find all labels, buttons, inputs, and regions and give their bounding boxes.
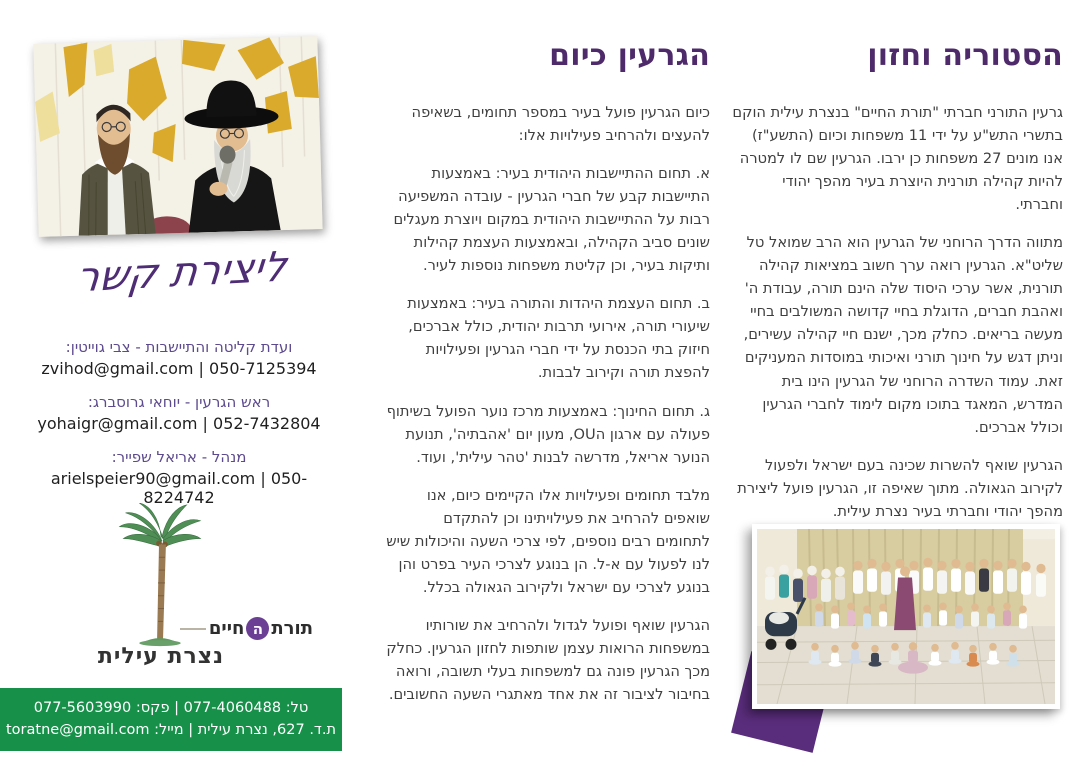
logo-word-chaim: חיים: [208, 618, 245, 639]
today-paragraph: כיום הגרעין פועל בעיר במספר תחומים, בשאיפה להעצים ולהרחיב פעילויות אלו:: [411, 104, 710, 145]
footer-contact-bar: [0, 688, 342, 751]
contact-item: [18, 338, 340, 378]
logo-circle-letter: ה: [246, 617, 269, 640]
logo-city-name: נצרת עילית: [97, 644, 225, 669]
today-paragraph: מלבד תחומים ופעילויות אלו הקיימים כיום, אנו שואפים להרחיב את פעילויתינו וכן להתקדם לתחומים רבים נוספים, לפי צרכי השעה והיכולות שיש לנו לפעול עם א-ל. הן בנוגע לצרכי העיר בפרט והן בנוגע לצרכי עם ישראל ולקירוב הגאולה בכלל.: [386, 486, 710, 596]
today-paragraph: ג. תחום החינוך: באמצעות מרכז נוער הפועל בשיתוף פעולה עם ארגון הOU, מעון יום 'אהבתיה', תנועת הנוער אריאל, מדרשה לבנות 'טהר עילית', ועוד.: [386, 402, 710, 466]
contact-list: [18, 338, 340, 522]
logo-word-torat: תורת: [271, 618, 313, 639]
contact-script-heading: ליצירת קשר: [73, 242, 290, 302]
today-paragraph: א. תחום ההתיישבות היהודית בעיר: באמצעות התיישבות קבע של חברי הגרעין - עובדה המשפיעה רבות על ההתיישבות היהודית במקום ויוצרת מעגלים שונים סביב הקהילה, ובאמצעות העצמת קהילות ותיקות בעיר, וכן קליטת משפחות נוספות לעיר.: [393, 165, 710, 275]
footer-phone-line: טל: 077-4060488 | פקס: 077-5603990: [33, 699, 309, 716]
contact-email-phone: yohaigr@gmail.com | 052-7432804: [37, 414, 321, 433]
logo-tail-line: [180, 628, 206, 630]
contact-role-label: מנהל - אריאל שפייר:: [111, 448, 247, 466]
logo-wordmark: [180, 617, 313, 640]
rabbis-photo: [33, 36, 322, 237]
contact-email-phone: zvihod@gmail.com | 050-7125394: [41, 359, 317, 378]
contact-role-label: ועדת קליטה והתיישבות - צבי גוייטין:: [65, 338, 293, 356]
history-paragraph: גרעין התורני חברתי "תורת החיים" בנצרת עילית הוקם בתשרי התש"ע על ידי 11 משפחות וכיום (התשע"ז) אנו מונים 27 משפחות כן ירבו. הגרעין שם לו למטרה להיות קהילה תורנית היוצרת בעיר מהפך יהודי וחברתי.: [732, 104, 1063, 214]
today-paragraph: הגרעין שואף ופועל לגדול ולהרחיב את שורותיו במשפחות הרואות עצמן שותפות לחזון הגרעין. כחלק מכך הגרעין פונה גם למשפחות בעלי תשובה, ורואה בחיבור לציבור זה את אחד מאתגרי השעה החשובים.: [386, 616, 710, 704]
contact-role-label: ראש הגרעין - יוחאי גרוסברג:: [87, 393, 271, 411]
history-paragraph: מתווה הדרך הרוחני של הגרעין הוא הרב שמואל טל שליט"א. הגרעין רואה ערך חשוב במציאות קהילה תורנית, אשר ערכי היסוד שלה הינם תורה, עבודת ה' ואהבת חברים, הדוגלת בחיי קדושה המשולבים בחיי מעשה בריאים. כחלק מכך, ישנם חיי קהילה עשירים, וניתן דגש על חינוך תורני ואיכותי במוסדות המעניקים זאת. עמוד השדרה הרוחני של הגרעין הינו בית המדרש, המאגד בתוכו מקום לימוד לחברי הגרעין וכולל אברכים.: [743, 234, 1063, 436]
garin-today-title: הגרעין כיום: [549, 38, 710, 73]
history-vision-title: הסטוריה וחזון: [867, 38, 1063, 73]
footer-address-line: ת.ד. 627, נצרת עילית | מייל: toratne@gmail.com: [6, 722, 336, 738]
organization-logo: [85, 503, 323, 683]
history-paragraph: הגרעין שואף להשרות שכינה בעם ישראל ולפעול לקירוב הגאולה. מתוך שאיפה זו, הגרעין פועל ליצירת מהפך יהודי וחברתי בעיר נצרת עילית.: [737, 456, 1063, 520]
garin-today-column: [386, 38, 710, 721]
contact-item: [18, 448, 340, 507]
today-paragraph: ב. תחום העצמת היהדות והתורה בעיר: באמצעות שיעורי תורה, אירועי תרבות יהודית, כולל אברכים, חיזוק בתי הכנסת על ידי חברי הגרעין ופעילויות להפצת תורה וקירוב לבבות.: [407, 295, 710, 382]
history-vision-column: [732, 38, 1063, 538]
contact-email-phone: arielspeier90@gmail.com | 050-8224742: [50, 469, 308, 507]
community-group-photo: [752, 524, 1060, 709]
contact-item: [18, 393, 340, 433]
